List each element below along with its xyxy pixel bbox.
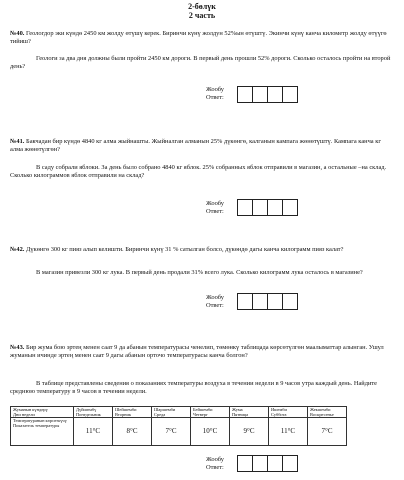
task-42-answer-boxes[interactable]	[237, 293, 298, 310]
part-title-ru: 2 часть	[188, 11, 216, 20]
answer-box[interactable]	[237, 455, 253, 472]
task-text-kg: Дүкөнгө 300 кг пияз алып келишти. Биринчи күнү 31 % сатылган болсо, дүкөндө дагы канча килограмм пияз калат?	[26, 246, 344, 253]
answer-box[interactable]	[267, 293, 283, 310]
task-number: №42.	[10, 246, 25, 253]
task-41-kg	[10, 138, 394, 154]
answer-label-ru: Ответ:	[206, 208, 224, 215]
task-number: №43.	[10, 344, 25, 351]
answer-label-kg: Жообу	[206, 456, 224, 463]
answer-label-ru: Ответ:	[206, 94, 224, 101]
task-42-kg	[10, 246, 394, 254]
task-42-answer-labels	[206, 294, 224, 310]
answer-box[interactable]	[267, 86, 283, 103]
task-number: №40.	[10, 30, 25, 37]
task-41-ru: В саду собрали яблоки. За день было собрано 4840 кг яблок. 25% собранных яблок отправили в магазин, а остальные –на склад. Сколько килограммов яблок отправили на склад?	[10, 164, 387, 179]
task-40-answer-boxes[interactable]	[237, 86, 298, 103]
answer-label-kg: Жообу	[206, 200, 224, 207]
table-cell: 11°C	[269, 418, 308, 446]
table-header-cell: Жума Пятница	[230, 407, 269, 418]
table-row	[11, 418, 347, 446]
temperature-table	[10, 406, 347, 446]
answer-box[interactable]	[252, 293, 268, 310]
table-cell: 7°C	[152, 418, 191, 446]
answer-label-kg: Жообу	[206, 86, 224, 93]
table-header-cell: Ишемби Суббота	[269, 407, 308, 418]
task-41-answer-labels	[206, 200, 224, 216]
task-text-kg: Бир жума бою эртең менен саат 9 да абанын температурасы ченелип, төмөнкү таблицада көрсөтүлгөн маалыматтар алынган. Ушул жуманын ичинде эртең менен саат 9 дагы абанын орточо температурасы канча болгон?	[10, 344, 384, 359]
task-43-answer-labels	[206, 456, 224, 472]
answer-box[interactable]	[282, 455, 298, 472]
temperature-table-wrap	[10, 406, 347, 446]
answer-label-ru: Ответ:	[206, 302, 224, 309]
answer-box[interactable]	[252, 455, 268, 472]
task-40-ru: Геологи за два дня должны были пройти 2450 км дороги. В первый день прошли 52% дороги. Сколько осталось пройти на второй день?	[10, 55, 391, 70]
answer-label-ru: Ответ:	[206, 464, 224, 471]
answer-box[interactable]	[282, 293, 298, 310]
table-header-cell: Жекшемби Воскресенье	[308, 407, 347, 418]
table-row-label: Температуранын көрсөткүчү Показатель температуры	[11, 418, 74, 446]
answer-box[interactable]	[282, 86, 298, 103]
table-header-cell: Жуманын күндөрү Дни недели	[11, 407, 74, 418]
task-40-answer-labels	[206, 86, 224, 102]
table-row	[11, 407, 347, 418]
answer-box[interactable]	[237, 86, 253, 103]
answer-box[interactable]	[267, 199, 283, 216]
task-40-kg	[10, 30, 394, 46]
table-header-cell: Шейшемби Вторник	[113, 407, 152, 418]
task-43-kg	[10, 344, 394, 360]
answer-box[interactable]	[267, 455, 283, 472]
task-text-kg: Бакчадан бир күндө 4840 кг алма жыйнашты. Жыйналган алманын 25% дүкөнгө, калганын кампага жөнөтүштү. Кампага канча кг алма жөнөтүлгөн?	[10, 138, 381, 153]
part-title-kg: 2-бөлүк	[188, 2, 216, 11]
answer-label-kg: Жообу	[206, 294, 224, 301]
task-42-ru: В магазин привезли 300 кг лука. В первый день продали 31% всего лука. Сколько килограмм лука осталось в магазине?	[36, 269, 363, 276]
answer-box[interactable]	[237, 293, 253, 310]
table-header-cell: Шаршемби Среда	[152, 407, 191, 418]
table-cell: 8°C	[113, 418, 152, 446]
task-text-kg: Геологдор эки күндө 2450 км жолду өтүшү керек. Биринчи күнү жолдун 52%ын өтүштү. Экинчи күнү канча километр жолду өтүүгө тийиш?	[10, 30, 387, 45]
task-41-answer-boxes[interactable]	[237, 199, 298, 216]
answer-box[interactable]	[237, 199, 253, 216]
table-cell: 11°C	[74, 418, 113, 446]
answer-box[interactable]	[252, 199, 268, 216]
table-header-cell: Бейшемби Четверг	[191, 407, 230, 418]
answer-box[interactable]	[252, 86, 268, 103]
task-number: №41.	[10, 138, 25, 145]
task-43-answer-boxes[interactable]	[237, 455, 298, 472]
answer-box[interactable]	[282, 199, 298, 216]
table-cell: 10°C	[191, 418, 230, 446]
table-cell: 7°C	[308, 418, 347, 446]
table-cell: 9°C	[230, 418, 269, 446]
task-43-ru: В таблице представлены сведения о показаниях температуры воздуха в течении недели в 9 часов утра каждый день. Найдите среднюю температуру в 9 часов в течении недели.	[10, 380, 378, 395]
table-header-cell: Дүйшөмбү Понедельник	[74, 407, 113, 418]
